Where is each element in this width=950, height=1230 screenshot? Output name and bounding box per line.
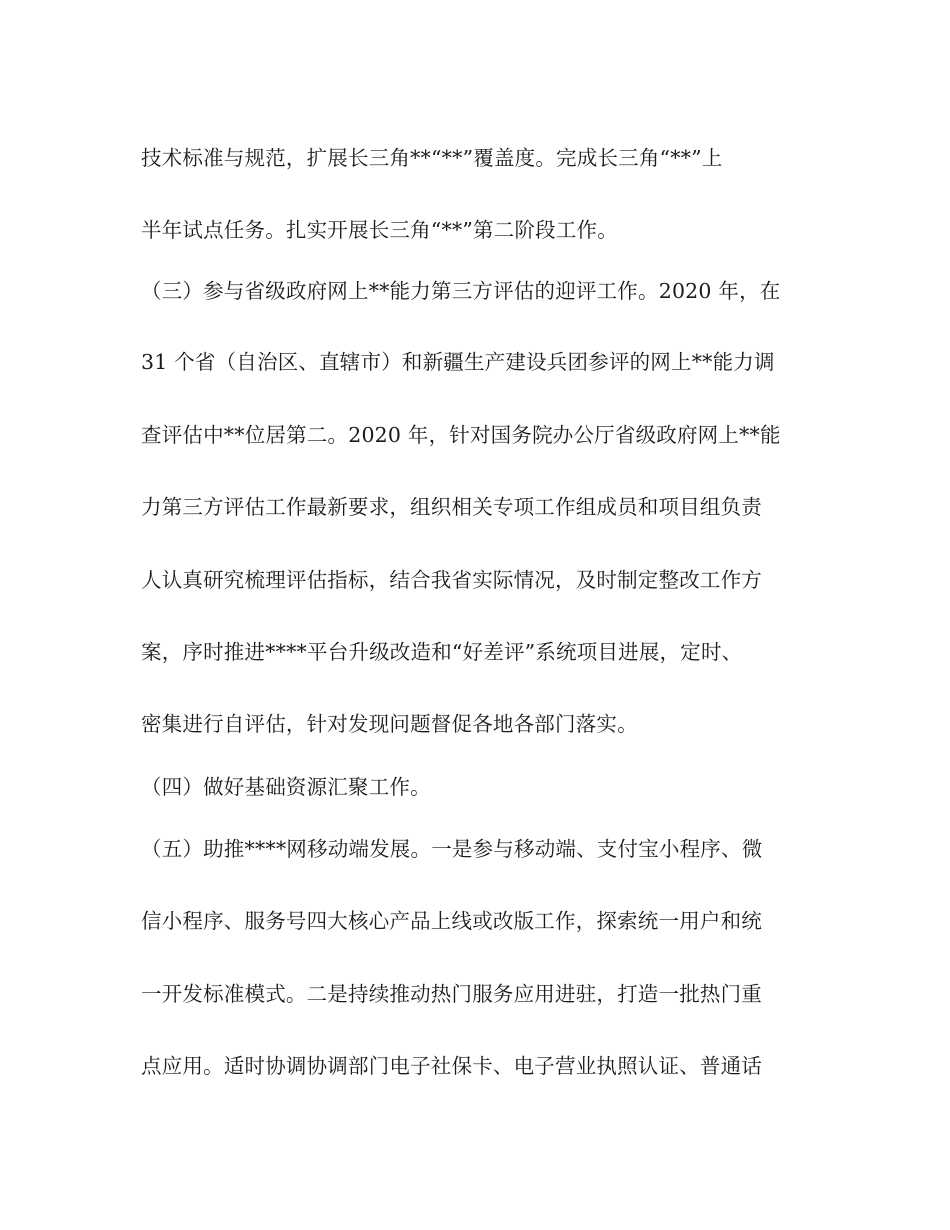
text-line: 信小程序、服务号四大核心产品上线或改版工作，探索统一用户和统 xyxy=(141,909,762,933)
section-heading-line: （四）做好基础资源汇聚工作。 xyxy=(141,775,431,799)
text-line: 案，序时推进****平台升级改造和“好差评”系统项目进展，定时、 xyxy=(141,640,743,664)
section-heading-line: （三）参与省级政府网上**能力第三方评估的迎评工作。2020 年，在 xyxy=(141,279,781,303)
text-line: 密集进行自评估，针对发现问题督促各地各部门落实。 xyxy=(141,712,638,736)
text-line: 一开发标准模式。二是持续推动热门服务应用进驻，打造一批热门重 xyxy=(141,982,762,1006)
section-heading-line: （五）助推****网移动端发展。一是参与移动端、支付宝小程序、微 xyxy=(141,837,763,861)
text-line: 技术标准与规范，扩展长三角**“**”覆盖度。完成长三角“**”上 xyxy=(141,146,723,170)
text-line: 人认真研究梳理评估指标，结合我省实际情况，及时制定整改工作方 xyxy=(141,568,762,592)
text-line: 半年试点任务。扎实开展长三角“**”第二阶段工作。 xyxy=(141,218,618,242)
text-line: 点应用。适时协调协调部门电子社保卡、电子营业执照认证、普通话 xyxy=(141,1054,762,1078)
text-line: 查评估中**位居第二。2020 年，针对国务院办公厅省级政府网上**能 xyxy=(141,423,781,447)
text-line: 力第三方评估工作最新要求，组织相关专项工作组成员和项目组负责 xyxy=(141,495,762,519)
text-line: 31 个省（自治区、直辖市）和新疆生产建设兵团参评的网上**能力调 xyxy=(141,350,775,374)
